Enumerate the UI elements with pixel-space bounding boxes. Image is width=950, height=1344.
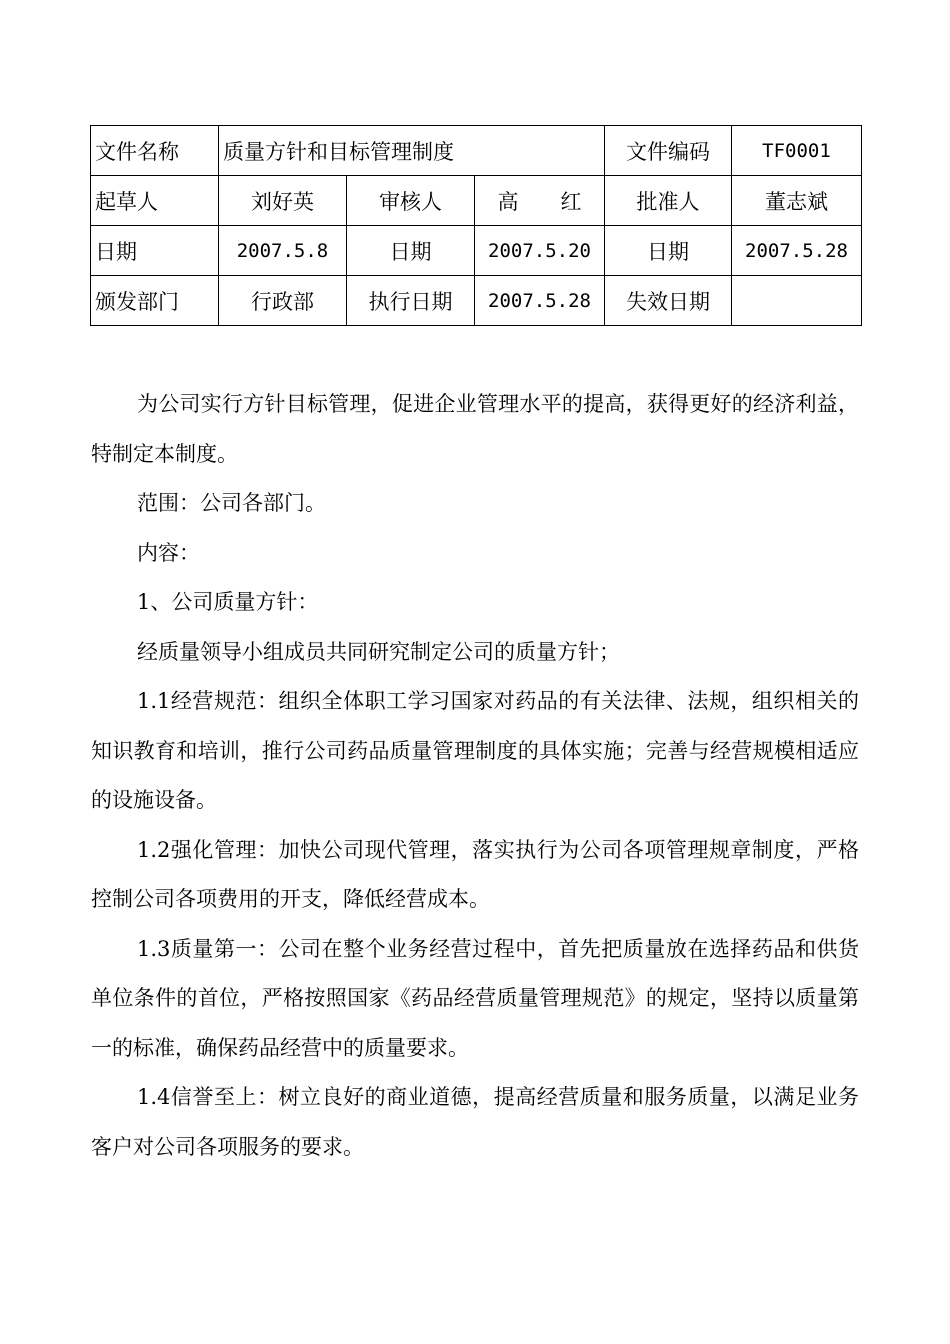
expiry-date-value [732,276,862,326]
reviewer-label: 审核人 [347,176,475,226]
file-code-value: TF0001 [732,126,862,176]
execution-date-value: 2007.5.28 [475,276,605,326]
file-code-label: 文件编码 [605,126,732,176]
clause-1-4: 1.4信誉至上：树立良好的商业道德，提高经营质量和服务质量，以满足业务客户对公司各项服务的要求。 [91,1085,859,1159]
clause-1-2: 1.2强化管理：加快公司现代管理，落实执行为公司各项管理规章制度，严格控制公司各项费用的开支，降低经营成本。 [91,837,859,911]
execution-date-label: 执行日期 [347,276,475,326]
approver-value: 董志斌 [732,176,862,226]
review-date-label: 日期 [347,226,475,276]
table-row [91,226,862,276]
review-date-value: 2007.5.20 [475,226,605,276]
quality-policy-intro: 经质量领导小组成员共同研究制定公司的质量方针； [137,639,620,664]
expiry-date-label: 失效日期 [605,276,732,326]
clause-1-1: 1.1经营规范：组织全体职工学习国家对药品的有关法律、法规，组织相关的知识教育和培训，推行公司药品质量管理制度的具体实施；完善与经营规模相适应的设施设备。 [91,689,859,812]
document-body [91,380,859,1172]
approver-label: 批准人 [605,176,732,226]
draft-date-value: 2007.5.8 [219,226,347,276]
section-heading-quality-policy: 1、公司质量方针： [137,590,319,614]
draft-date-label: 日期 [91,226,219,276]
file-name-value: 质量方针和目标管理制度 [219,126,605,176]
issuing-dept-value: 行政部 [219,276,347,326]
table-row [91,126,862,176]
scope-paragraph: 范围：公司各部门。 [137,491,326,515]
drafter-label: 起草人 [91,176,219,226]
table-row [91,176,862,226]
approve-date-label: 日期 [605,226,732,276]
reviewer-value: 高 红 [475,176,605,226]
clause-1-3: 1.3质量第一：公司在整个业务经营过程中，首先把质量放在选择药品和供货单位条件的首位，严格按照国家《药品经营质量管理规范》的规定，坚持以质量第一的标准，确保药品经营中的质量要求。 [91,936,859,1060]
content-heading: 内容： [137,540,200,565]
document-header-table [90,125,862,326]
file-name-label: 文件名称 [91,126,219,176]
approve-date-value: 2007.5.28 [732,226,862,276]
issuing-dept-label: 颁发部门 [91,276,219,326]
table-row [91,276,862,326]
drafter-value: 刘好英 [219,176,347,226]
intro-paragraph: 为公司实行方针目标管理，促进企业管理水平的提高，获得更好的经济利益，特制定本制度。 [91,392,859,466]
